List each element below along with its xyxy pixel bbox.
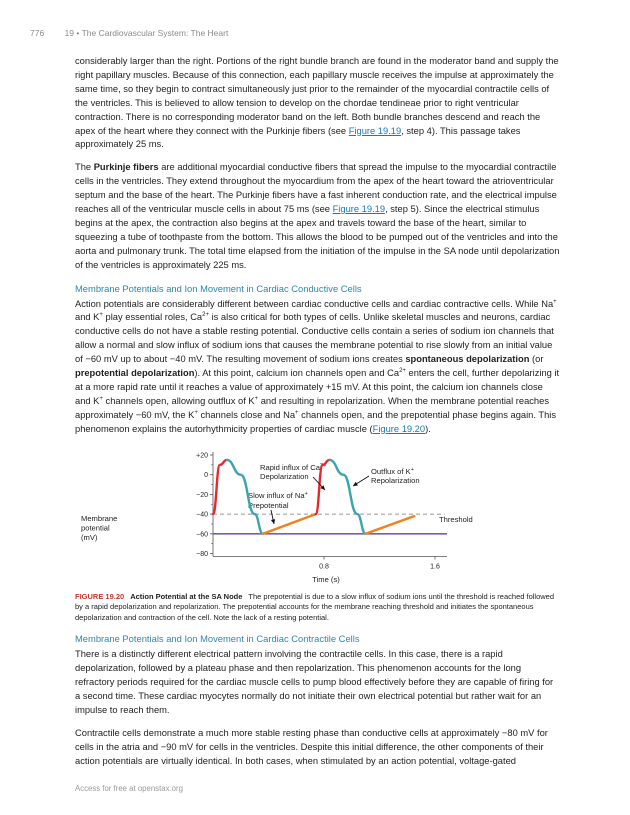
superscript: + — [99, 312, 103, 319]
series-repolarization-line — [330, 459, 366, 533]
y-tick-label: −40 — [196, 511, 208, 519]
x-tick-label: 0.8 — [319, 563, 329, 571]
paragraph-purkinje — [75, 161, 560, 272]
series-prepotential-line — [263, 514, 316, 534]
y-tick-label: −20 — [196, 491, 208, 499]
figure-19-20-link[interactable]: Figure 19.20 — [372, 423, 426, 434]
text: channels open, allowing outflux of K — [102, 395, 255, 406]
superscript: + — [553, 298, 557, 305]
paragraph-contractile-pattern: There is a distinctly different electrical pattern involving the contractile cells. In this case, there is a rapid depolarization, followed by a plateau phase and then repolarization. This phenomenon accounts for the long refractory periods required for the cardiac muscle cells to pump blood effectively before they are capable of firing for a second time. These cardiac myocytes normally do not initiate their own electrical potential but rather wait for an impulse to reach them. — [75, 649, 554, 715]
page-number: 776 — [30, 28, 45, 38]
footer-access-text: Access for free at openstax.org — [75, 784, 183, 793]
text: Action potentials are considerably different between cardiac conductive cells and cardiac contractive cells. While Na — [75, 298, 554, 309]
text: , step 5). Since the electrical stimulus begins at the apex, the contraction also begins at the apex and travels toward the base of the heart, similar to squeezing a tube of toothpaste from the bottom. This allows the blood to be pumped out of the ventricles and into the aorta and pulmonary trunk. The total time elapsed from the initiation of the impulse in the SA node until depolarization of the ventricles is approximately 225 ms. — [75, 204, 560, 270]
text: channels open, and the prepotential phase begins again. This phenomenon explains the autorhythmicity properties of cardiac muscle ( — [75, 409, 557, 434]
term-spontaneous-depolarization: spontaneous depolarization — [405, 354, 530, 365]
annotation-depolarization: Depolarization — [260, 471, 309, 481]
x-tick-label: 1.6 — [430, 563, 440, 571]
figure-caption — [75, 592, 560, 624]
text: The — [75, 162, 94, 173]
annotation-repolarization: Repolarization — [371, 475, 420, 485]
section-heading-conductive: Membrane Potentials and Ion Movement in Cardiac Conductive Cells — [75, 282, 362, 294]
superscript: + — [254, 395, 259, 402]
text: play essential roles, Ca — [102, 312, 203, 323]
annotation-k-outflux: Outflux of K+ — [371, 466, 414, 476]
y-tick-label: −80 — [196, 550, 208, 558]
annotation-prepotential: Prepotential — [248, 500, 289, 510]
term-purkinje-fibers: Purkinje fibers — [93, 162, 159, 173]
text: ). — [425, 423, 431, 434]
x-axis-title: Time (s) — [312, 574, 340, 584]
paragraph-conductive-cells — [75, 298, 560, 437]
superscript: 2+ — [399, 367, 406, 374]
arrow-prepotential-head — [271, 519, 275, 524]
text: , step 4). This passage takes approximately 25 ms. — [75, 125, 521, 150]
running-header — [30, 28, 228, 38]
paragraph-bundle-branches — [75, 55, 560, 152]
annotation-ca-influx: Rapid influx of $Ca^{2+}$ — [260, 462, 327, 472]
y-axis-title-line1: Membrane — [81, 513, 118, 523]
text: and K — [75, 312, 100, 323]
superscript: + — [295, 409, 299, 416]
figure-caption-text: The prepotential is due to a slow influx of sodium ions until the threshold is reached followed by a rapid depolarization and repolarization. The prepotential accounts for the membrane reaching threshold and initiates the spontaneous depolarization and contraction of the cell. Note the lack of a resting potential. — [75, 591, 555, 622]
term-prepotential-depolarization: prepotential depolarization — [75, 368, 195, 379]
text: enters the cell, further depolarizing it at a more rapid rate until it reaches a value of approximately +15 mV. At this point, the calcium ion channels close and K — [75, 368, 560, 406]
paragraph-contractile-resting: Contractile cells demonstrate a much more stable resting phase than conductive cells at approximately −80 mV for cells in the atria and −90 mV for cells in the ventricles. Despite this initial difference, the other components of their action potentials are virtually identical. In both cases, when stimulated by an action potential, voltage-gated — [75, 727, 548, 766]
superscript: + — [99, 395, 103, 402]
y-tick-label: 0 — [204, 471, 208, 479]
threshold-label: Threshold — [439, 514, 473, 524]
text: considerably larger than the right. Portions of the right bundle branch are found in the moderator band and supply the right papillary muscles. Because of this connection, each papillary muscle receives the impulse at approximately the same time, so they begin to contract simultaneously just prior to the remainder of the myocardial contractile cells of the ventricles. This is believed to allow tension to develop on the chordae tendineae prior to right ventricular contraction. There is no corresponding moderator band on the left. Both bundle branches descend and reach the apex of the heart where they connect with the Purkinje fibers (see — [75, 56, 559, 136]
sa-node-action-potential-chart — [75, 446, 560, 586]
text: is also critical for both types of cells. Unlike skeletal muscles and neurons, cardiac conductive cells do not have a stable resting potential. Conductive cells contain a series of sodium ion channels that allow a normal and slow influx of sodium ions that causes the membrane potential to rise slowly from an initial value of −60 mV up to about −40 mV. The resulting movement of sodium ions creates — [75, 312, 554, 365]
superscript: + — [194, 409, 198, 416]
text: (or — [529, 354, 544, 365]
text: are additional myocardial conductive fibers that spread the impulse to the myocardial contractile cells in the ventricles. They extend throughout the myocardium from the apex of the heart toward the atrioventricular septum and the base of the heart. The Purkinje fibers have a fast inherent conduction rate, and the electrical impulse reaches all of the ventricular muscle cells in about 75 ms (see — [75, 162, 557, 215]
annotation-na-influx: Slow influx of Na+ — [248, 490, 308, 500]
figure-19-19-link[interactable]: Figure 19.19 — [348, 125, 402, 136]
y-axis-title-line3: (mV) — [81, 532, 98, 542]
figure-title: Action Potential at the SA Node — [130, 591, 243, 601]
y-axis-title-line2: potential — [81, 523, 110, 533]
series-prepotential-line — [366, 516, 415, 534]
chapter-title: 19 • The Cardiovascular System: The Heart — [64, 28, 229, 38]
figure-label: FIGURE 19.20 — [75, 591, 125, 601]
superscript: 2+ — [202, 312, 209, 319]
text: channels close and Na — [197, 409, 296, 420]
page-body — [75, 55, 560, 778]
series-depolarization-line — [213, 459, 227, 513]
y-tick-label: −60 — [196, 530, 208, 538]
section-heading-contractile: Membrane Potentials and Ion Movement in Cardiac Contractile Cells — [75, 633, 360, 645]
text: ). At this point, calcium ion channels open and Ca — [194, 368, 400, 379]
figure-19-19-link[interactable]: Figure 19.19 — [332, 204, 386, 215]
text: and resulting in repolarization. When the membrane potential reaches approximately −60 mV, the K — [75, 395, 550, 420]
y-tick-label: +20 — [196, 452, 208, 460]
